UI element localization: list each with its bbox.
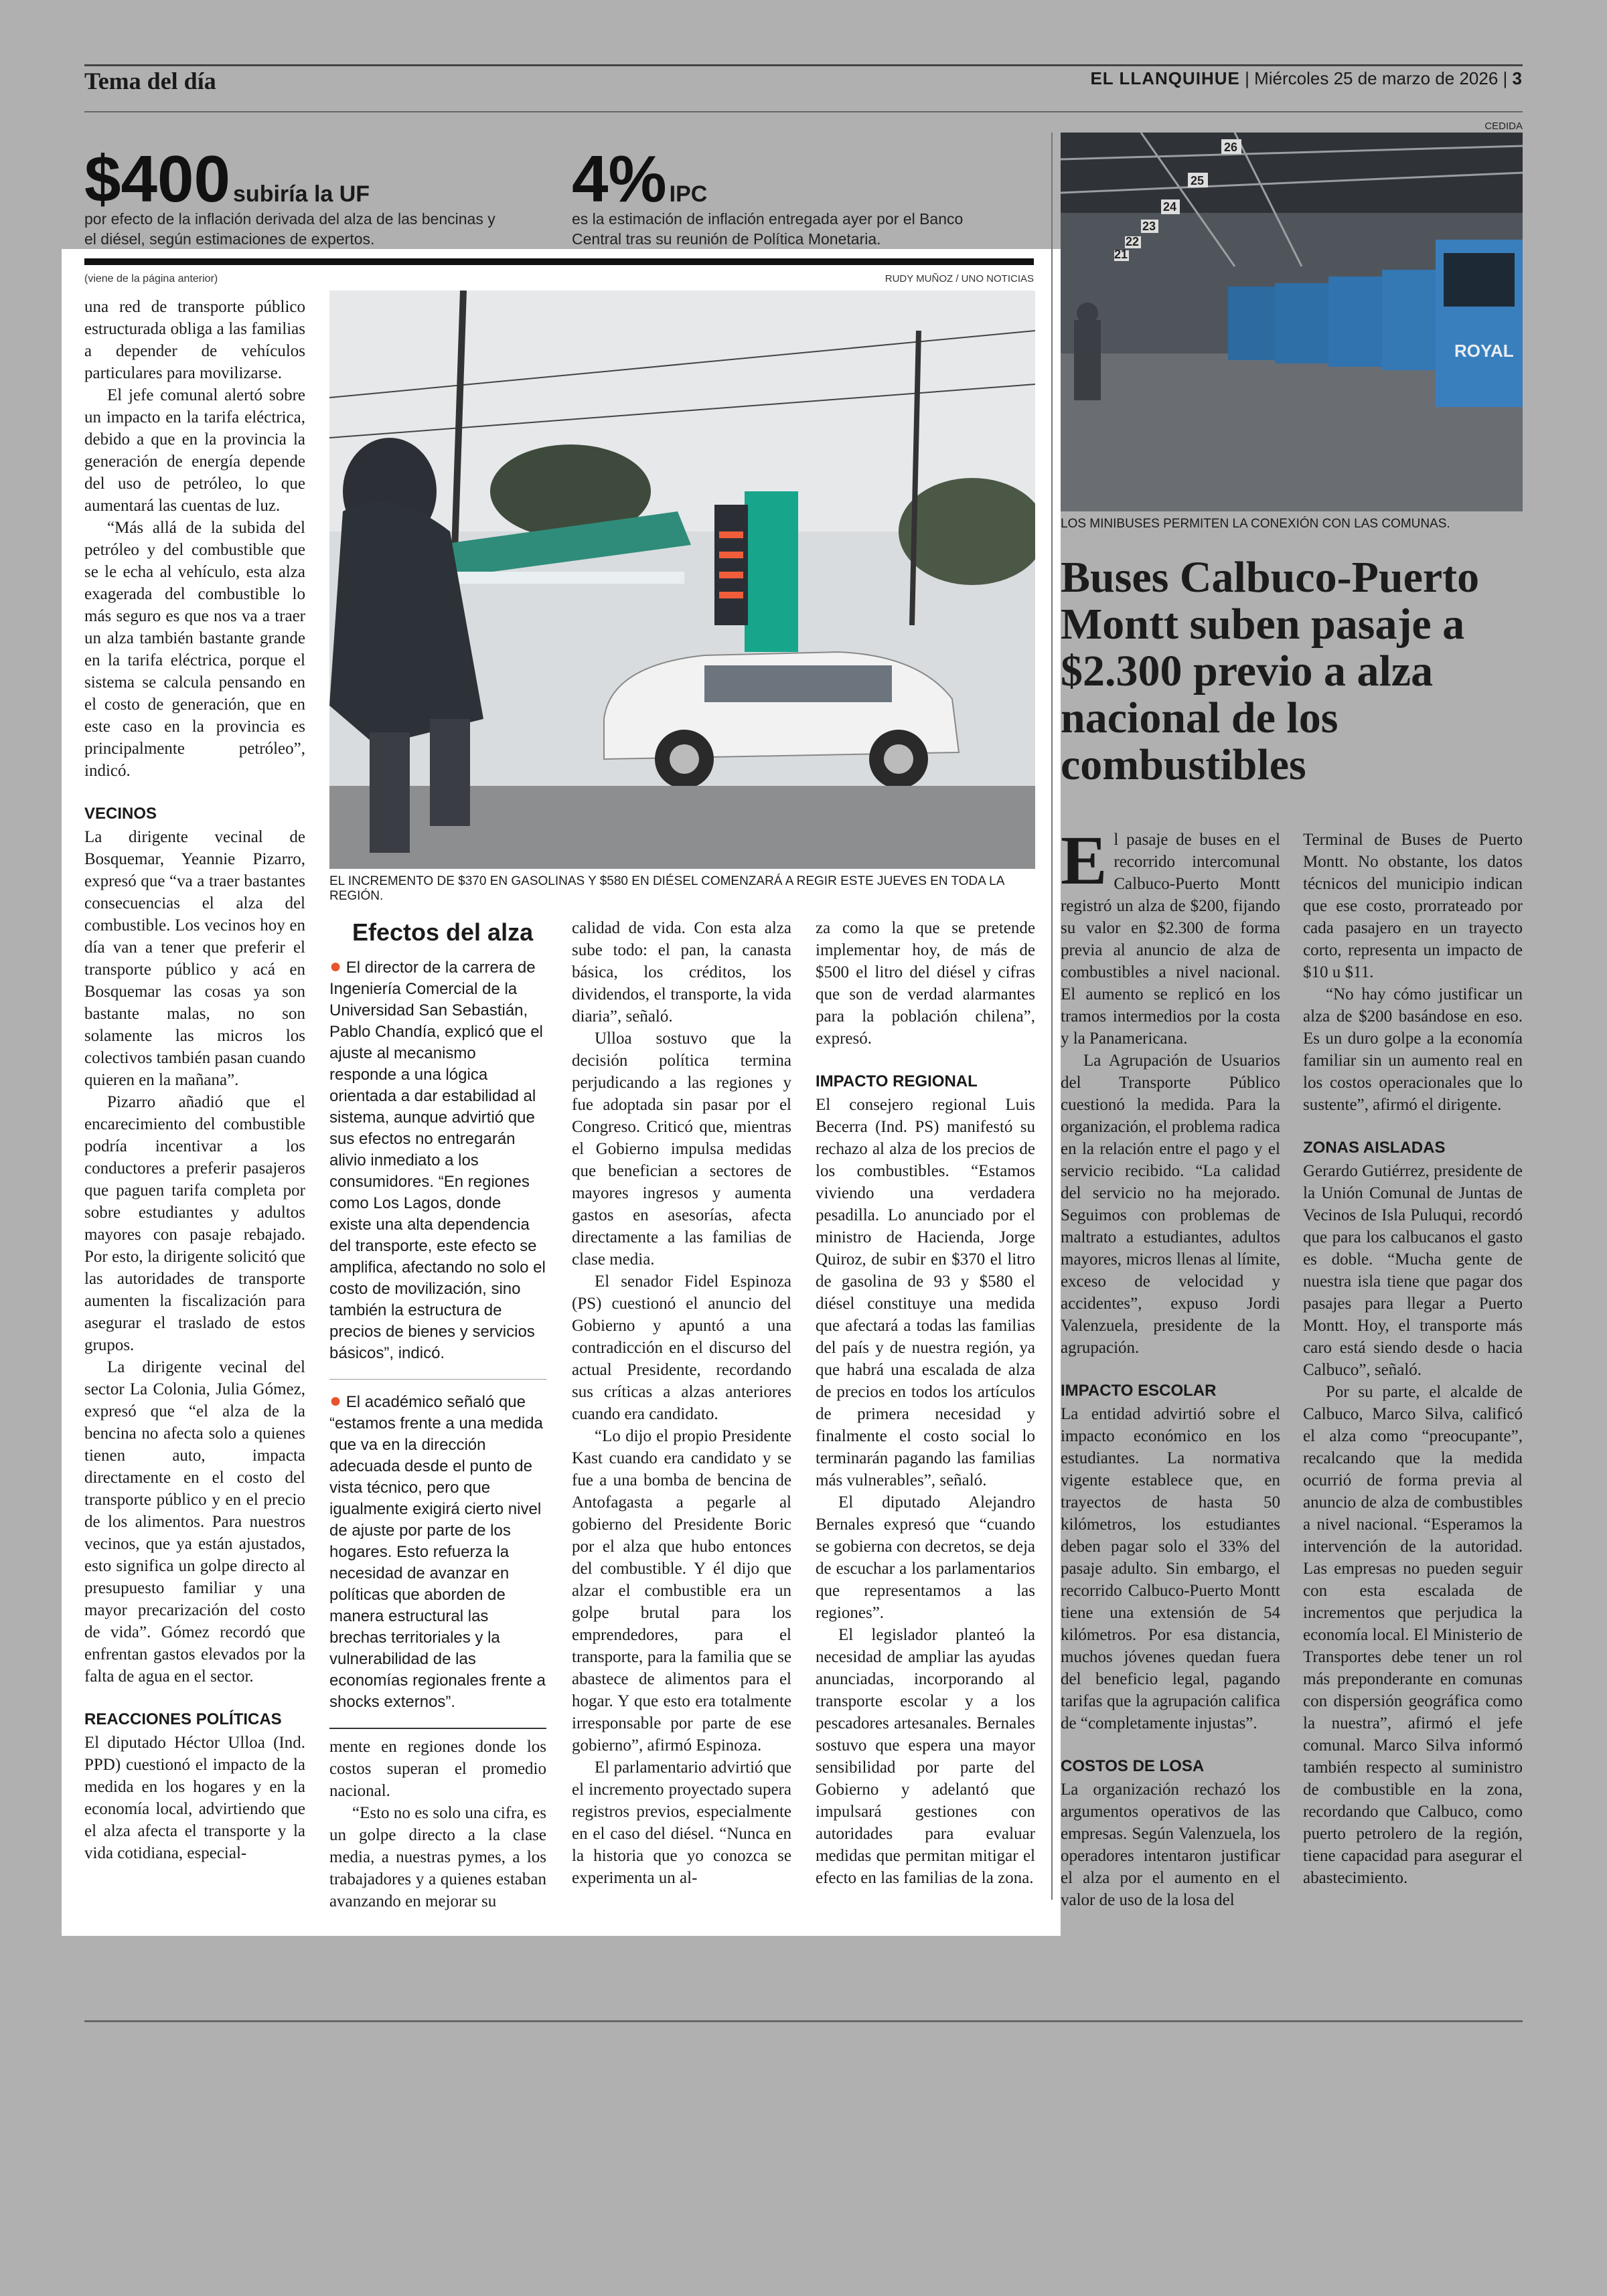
side-col2-p3: Gerardo Gutiérrez, presidente de la Unión Comunal de Juntas de Vecinos de Isla Puluqui, recordó que para los calbucanos el gasto es doble. “Mucha gente de nuestra isla tiene que pagar dos pasajes para llegar a Puerto Montt. Hoy, el transporte más caro está siendo desde o hacia Calbuco”, señaló.	[1303, 1162, 1523, 1379]
effects-bullet-2	[329, 1390, 546, 1713]
platform-22: 22	[1126, 235, 1140, 248]
col2-tail-p1: mente en regiones donde los costos superan el promedio nacional.	[329, 1738, 546, 1800]
photo-credit: RUDY MUÑOZ / UNO NOTICIAS	[885, 273, 1034, 284]
side-col1-p1	[1061, 822, 1280, 1050]
col1-p7: El diputado Héctor Ulloa (Ind. PPD) cuestionó el impacto de la medida en los hogares y en la economía local, advirtiendo que el alza afecta el transporte y la vida cotidiana, especial-	[84, 1734, 305, 1862]
col1-p6: La dirigente vecinal del sector La Colonia, Julia Gómez, expresó que “el alza de la bencina no afecta solo a quienes tienen auto, impacta directamente en el costo del transporte público y en el precio de los alimentos. Para nuestros vecinos, que ya están ajustados, esto significa un golpe directo al presupuesto familiar y una mayor precarización del costo de vida”. Gómez recordó que enfrentan gastos elevados por la falta de agua en el sector.	[84, 1358, 305, 1686]
col4-p2: El consejero regional Luis Becerra (Ind. PS) manifestó su rechazo al alza de los precios de los combustibles. “Estamos viviendo una verdadera pesadilla. Lo anunciado por el ministro de Hacienda, Jorge Quiroz, de subir en $370 el litro de gasolina de 93 y $580 el diésel constituye una medida que afectará a todas las familias del país y de nuestra región, ya que habrá una escalada de alza de precios en todos los artículos de primera necesidad y finalmente el costo social lo terminarán pagando las familias más vulnerables”, señaló.	[816, 1096, 1035, 1489]
side-photo-credit: CEDIDA	[1484, 120, 1523, 132]
col2-tail-p2: “Esto no es solo una cifra, es un golpe directo a la clase media, a nuestras pymes, a los trabajadores y a quienes estaban avanzando en mejorar su	[329, 1804, 546, 1910]
side-col-1	[1061, 822, 1280, 1911]
stat-ipc	[572, 142, 987, 249]
bus-sign: ROYAL	[1454, 341, 1514, 361]
side-col1-p1-text: l pasaje de buses en el recorrido intercomunal Calbuco-Puerto Montt registró un alza de $200, fijando su valor en $2.300 de forma previa al anuncio de alza de combustibles a nivel nacional. El aumento se replicó en los tramos intermedios por la costa y la Panamericana.	[1061, 831, 1280, 1048]
effects-bullet-2-text: El académico señaló que “estamos frente a una medida que va en la dirección adecuada desde el punto de vista técnico, pero que igualmente exigirá cierto nivel de ajuste por parte de los hogares. Esto refuerza la necesidad de avanzar en políticas que aborden de manera estructural las brechas territoriales y la vulnerabilidad de las economías regionales frente a shocks externos”.	[329, 1393, 546, 1711]
side-col2-p2: “No hay cómo justificar un alza de $200 basándose en eso. Es un duro golpe a la economía familiar sin un aumento real en los costos operacionales que lo sustente”, afirmó el dirigente.	[1303, 985, 1523, 1114]
platform-26: 26	[1224, 141, 1238, 154]
side-subhead-zonas: ZONAS AISLADAS	[1303, 1139, 1446, 1157]
platform-25: 25	[1191, 174, 1205, 187]
side-subhead-losa: COSTOS DE LOSA	[1061, 1757, 1205, 1775]
top-rule	[84, 64, 1523, 66]
stat-uf	[84, 142, 500, 249]
section-title: Tema del día	[84, 68, 216, 94]
dropcap-letter: E	[1061, 822, 1107, 899]
side-col2-p4: Por su parte, el alcalde de Calbuco, Marco Silva, calificó el alza como “preocupante”, recalcando que la medida ocurrió de forma previa al anuncio de alza de combustibles a nivel nacional. “Esperamos la intervención de la autoridad. Las empresas no pueden seguir con esta escalada de incrementos que perjudica la economía local. El Ministerio de Transportes debe tener un rol más preponderante en comunas con dispersión geográfica como la nuestra”, afirmó el jefe comunal. Marco Silva informó también respecto al suministro de combustible en la zona, recordando que Calbuco, como puerto petrolero de la región, tiene capacidad para asegurar el abastecimiento.	[1303, 1383, 1523, 1887]
main-col-3	[572, 917, 791, 1889]
page-number: 3	[1512, 68, 1523, 88]
main-col-1	[84, 296, 305, 1864]
main-photo-caption: EL INCREMENTO DE $370 EN GASOLINAS Y $580 EN DIÉSEL COMENZARÁ A REGIR ESTE JUEVES EN TODA LA REGIÓN.	[329, 874, 1004, 903]
col4-p4: El legislador planteó la necesidad de ampliar las ayudas anunciadas, incorporando al transporte escolar y a los pescadores artesanales. Bernales sostuvo que espera una mayor sensibilidad por parte del Gobierno y adelantó que impulsará gestiones con autoridades para evaluar medidas que permitan mitigar el efecto en las familias de la zona.	[816, 1626, 1035, 1887]
col3-p1: calidad de vida. Con esta alza sube todo: el pan, la canasta básica, los créditos, los dividendos, el transporte, la vida diaria”, señaló.	[572, 919, 791, 1026]
box-divider	[329, 1379, 546, 1380]
platform-21: 21	[1114, 248, 1128, 261]
stat-ipc-label: IPC	[669, 181, 708, 207]
paper-name: EL LLANQUIHUE	[1090, 68, 1240, 88]
effects-box	[329, 908, 546, 1912]
gas-station-photo	[329, 291, 1035, 869]
side-headline: Buses Calbuco-Puerto Montt suben pasaje a $2.300 previo a alza nacional de los combustibles	[1061, 553, 1480, 789]
stat-uf-value: $400	[84, 142, 231, 216]
stat-ipc-value: 4%	[572, 142, 667, 216]
bullet-dot-icon: ●	[329, 1390, 342, 1412]
main-col-4	[816, 917, 1035, 1889]
platform-24: 24	[1163, 200, 1177, 214]
footer-rule	[84, 2020, 1523, 2022]
bullet-dot-icon: ●	[329, 955, 342, 977]
continued-note: (viene de la página anterior)	[84, 273, 218, 284]
col4-p3: El diputado Alejandro Bernales expresó que “cuando se gobierna con decretos, se deja de escuchar a los parlamentarios que representamos a las regiones”.	[816, 1493, 1035, 1622]
col3-p5: El parlamentario advirtió que el incremento proyectado supera registros previos, especialmente en el caso del diésel. “Nunca en la historia que yo conozca se experimenta un al-	[572, 1758, 791, 1887]
bus-terminal-photo	[1061, 133, 1523, 511]
side-col1-p2: La Agrupación de Usuarios del Transporte Público cuestionó la medida. Para la organización, el problema radica en la relación entre el pago y el servicio recibido. “La calidad del servicio no ha mejorado. Seguimos con problemas de maltrato a estudiantes, adultos mayores, micros llenas al límite, exceso de velocidad y accidentes”, expuso Jordi Valenzuela, presidente de la agrupación.	[1061, 1052, 1280, 1357]
col1-subhead-vecinos: VECINOS	[84, 805, 157, 823]
col1-p5: Pizarro añadió que el encarecimiento del combustible podría incentivar a los conductores a preferir pasajeros que paguen tarifa completa por sobre estudiantes y adultos mayores con pasaje rebajado. Por esto, la dirigente solicitó que las autoridades de transporte aumenten la fiscalización para asegurar el traslado de estos grupos.	[84, 1093, 305, 1354]
col3-p2: Ulloa sostuvo que la decisión política termina perjudicando a las regiones y fue adoptada sin pasar por el Congreso. Criticó que, mientras el Gobierno impulsa medidas que benefician a sectores de mayores ingresos y aumenta gastos en asesorías, afecta directamente a las familias de clase media.	[572, 1030, 791, 1268]
effects-bullet-1	[329, 956, 546, 1364]
col1-p2: El jefe comunal alertó sobre un impacto en la tarifa eléctrica, debido a que en la provincia la generación de energía depende del uso de petróleo, lo que aumentará las cuentas de luz.	[84, 386, 305, 515]
side-col-2	[1303, 829, 1523, 1889]
side-subhead-escolar: IMPACTO ESCOLAR	[1061, 1382, 1217, 1400]
col1-p4: La dirigente vecinal de Bosquemar, Yeannie Pizarro, expresó que “va a traer bastantes consecuencias el alza del combustible. Los vecinos hoy en día van a tener que preferir el transporte público y acá en Bosquemar las cosas ya son bastante malas, no son solamente las micros los colectivos también pasan cuando quieren en la mañana”.	[84, 828, 305, 1089]
col3-p4: “Lo dijo el propio Presidente Kast cuando era candidato y se fue a una bomba de bencina de Antofagasta a pegarle al gobierno del Presidente Boric por el alza que hubo entonces del combustible. Y él dijo que alzar el combustible era un golpe brutal para los emprendedores, para el transporte, para la familia que se abastece de alimentos para el hogar. Y que esto era totalmente irresponsable por parte de ese gobierno”, afirmó Espinoza.	[572, 1427, 791, 1754]
col3-p3: El senador Fidel Espinoza (PS) cuestionó el anuncio del Gobierno y apuntó a una contradicción en el discurso del actual Presidente, recordando sus críticas a alzas anteriores cuando era candidato.	[572, 1273, 791, 1423]
platform-23: 23	[1142, 220, 1156, 233]
effects-bullet-1-text: El director de la carrera de Ingeniería Comercial de la Universidad San Sebastián, Pablo Chandía, explicó que el ajuste al mecanismo responde a una lógica orientada a dar estabilidad al sistema, aunque advirtió que sus efectos no entregarán alivio inmediato a los consumidores. “En regiones como Los Lagos, donde existe una alta dependencia del transporte, este efecto se amplifica, afectando no solo el costo de movilización, sino también la estructura de precios de bienes y servicios básicos”, indicó.	[329, 959, 546, 1362]
side-col2-p1: Terminal de Buses de Puerto Montt. No obstante, los datos técnicos del municipio indican que ese costo, prorrateado por cada pasajero en un trayecto corto, representa un impacto de $10 u $11.	[1303, 831, 1523, 981]
panel-top-bar	[84, 258, 1034, 265]
box-bottom-rule	[329, 1728, 546, 1729]
stat-uf-label: subiría la UF	[233, 181, 370, 207]
side-col1-p3: La entidad advirtió sobre el impacto económico en los estudiantes. La normativa vigente establece que, en trayectos de hasta 50 kilómetros, los estudiantes deben pagar solo el 33% del pasaje adulto. Sin embargo, el recorrido Calbuco-Puerto Montt tiene una extensión de 54 kilómetros. Por esa distancia, muchos jóvenes quedan fuera del beneficio legal, pagando tarifas que la agrupación califica de “completamente injustas”.	[1061, 1405, 1280, 1732]
side-photo-caption: LOS MINIBUSES PERMITEN LA CONEXIÓN CON LAS COMUNAS.	[1061, 517, 1450, 531]
col1-subhead-reacciones: REACCIONES POLÍTICAS	[84, 1710, 282, 1728]
col1-p1: una red de transporte público estructurada obliga a las familias a depender de vehículos particulares para movilizarse.	[84, 298, 305, 382]
column-divider	[1051, 133, 1053, 1900]
stat-uf-desc: por efecto de la inflación derivada del alza de las bencinas y el diésel, según estimaciones de expertos.	[84, 210, 495, 248]
gas-station-illustration	[329, 291, 1035, 869]
paper-date: Miércoles 25 de marzo de 2026	[1254, 68, 1499, 88]
col1-p3: “Más allá de la subida del petróleo y del combustible que se le echa al vehículo, esta alza exagerada del combustible lo más seguro es que nos va a traer un alza también bastante grande en la tarifa eléctrica, porque el sistema se calcula pensando en el costo de generación, que en este caso en la provincia es principalmente petróleo”, indicó.	[84, 519, 305, 780]
col4-p1: za como la que se pretende implementar hoy, de más de $500 el litro del diésel y cifras que son de verdad alarmantes para la población chilena”, expresó.	[816, 919, 1035, 1048]
bus-terminal-illustration	[1061, 133, 1523, 511]
effects-box-title: Efectos del alza	[352, 918, 534, 946]
stat-ipc-desc: es la estimación de inflación entregada ayer por el Banco Central tras su reunión de Política Monetaria.	[572, 210, 964, 248]
col4-subhead-impacto: IMPACTO REGIONAL	[816, 1072, 978, 1090]
header-rule	[84, 111, 1523, 112]
side-col1-p4: La organización rechazó los argumentos operativos de las empresas. Según Valenzuela, los operadores intentaron justificar el alza por el aumento en el valor de uso de la losa del	[1061, 1781, 1280, 1909]
paper-header: EL LLANQUIHUE | Miércoles 25 de marzo de 2026 | 3	[1090, 68, 1523, 88]
